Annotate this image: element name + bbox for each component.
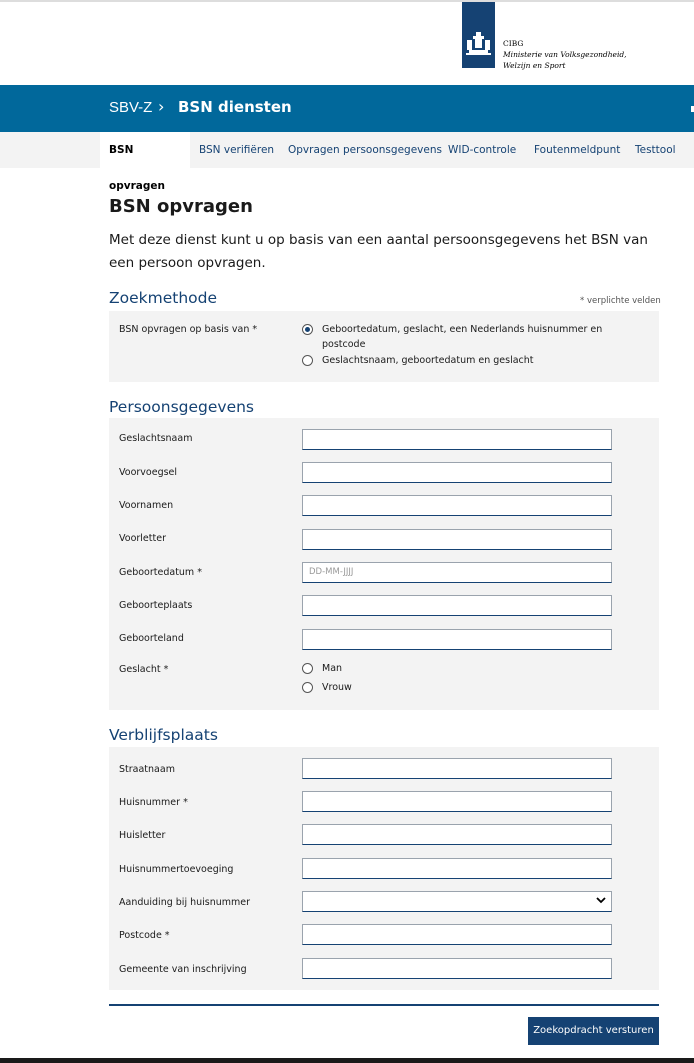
gemeente-input[interactable] xyxy=(302,958,612,979)
submit-button[interactable]: Zoekopdracht versturen xyxy=(528,1017,659,1045)
app-name-link[interactable]: SBV-Z xyxy=(109,99,153,116)
field-label: Huisnummertoevoeging xyxy=(119,864,234,875)
form-divider xyxy=(109,1004,659,1006)
tab-testtool[interactable]: Testtool xyxy=(635,144,676,156)
zoekmethode-title: Zoekmethode xyxy=(109,289,218,307)
verblijfsplaats-title: Verblijfsplaats xyxy=(109,726,218,744)
field-label: Aanduiding bij huisnummer xyxy=(119,897,251,908)
huisnummer-input[interactable] xyxy=(302,791,612,812)
field-label: Geslachtsnaam xyxy=(119,433,193,444)
field-label: Gemeente van inschrijving xyxy=(119,964,247,975)
tab-bsn-opvragen[interactable]: BSN opvragen xyxy=(100,132,190,168)
geboorteplaats-input[interactable] xyxy=(302,595,612,616)
radio-button[interactable] xyxy=(302,355,313,366)
geslachtsnaam-input[interactable] xyxy=(302,429,612,450)
chevron-right-icon: › xyxy=(158,97,165,116)
radio-button[interactable] xyxy=(302,682,313,693)
zoekmethode-option-1[interactable] xyxy=(302,322,622,352)
tab-opvragen-persoonsgegevens[interactable]: Opvragen persoonsgegevens xyxy=(288,144,442,156)
field-label: Geboorteplaats xyxy=(119,600,193,611)
persoonsgegevens-panel xyxy=(109,418,659,710)
zoekmethode-option-2[interactable] xyxy=(302,353,622,368)
tab-bsn-verifieren[interactable]: BSN verifiëren xyxy=(199,144,275,156)
geslacht-label: Geslacht * xyxy=(119,664,169,675)
page-intro: Met deze dienst kunt u op basis van een aantal persoonsgegevens het BSN van een persoon opvragen. xyxy=(109,232,648,271)
geslacht-option-vrouw[interactable] xyxy=(302,680,352,695)
persoonsgegevens-title: Persoonsgegevens xyxy=(109,398,255,416)
field-label: Straatnaam xyxy=(119,764,175,775)
geboorteland-input[interactable] xyxy=(302,629,612,650)
radio-button-checked[interactable] xyxy=(302,324,313,335)
page-title: BSN opvragen xyxy=(109,196,253,217)
ministry-line-2: Welzijn en Sport xyxy=(503,61,566,70)
field-label: Huisletter xyxy=(119,830,166,841)
geslacht-man-label: Man xyxy=(322,663,343,674)
geslacht-vrouw-label: Vrouw xyxy=(322,682,352,693)
field-label: Voorletter xyxy=(119,533,166,544)
verblijfsplaats-panel xyxy=(109,747,659,990)
field-label: Voorvoegsel xyxy=(119,467,178,478)
voorvoegsel-input[interactable] xyxy=(302,462,612,483)
voorletter-input[interactable] xyxy=(302,529,612,550)
huisletter-input[interactable] xyxy=(302,824,612,845)
footer-bar xyxy=(0,1058,694,1063)
rijksoverheid-logo xyxy=(462,2,495,68)
field-label: Postcode * xyxy=(119,930,170,941)
field-label: Voornamen xyxy=(119,500,174,511)
ministry-line-1: Ministerie van Volksgezondheid, xyxy=(503,50,627,59)
straatnaam-input[interactable] xyxy=(302,758,612,779)
tab-bar xyxy=(0,132,694,192)
org-name: CIBG xyxy=(503,39,524,48)
radio-button[interactable] xyxy=(302,663,313,674)
field-label: Huisnummer * xyxy=(119,797,188,808)
zoekmethode-label: BSN opvragen op basis van * xyxy=(119,324,258,335)
geslacht-option-man[interactable] xyxy=(302,661,342,676)
section-title: BSN diensten xyxy=(178,98,292,116)
field-label: Geboorteland xyxy=(119,633,184,644)
aanduiding-select[interactable] xyxy=(302,891,612,912)
huisnummertoevoeging-input[interactable] xyxy=(302,858,612,879)
postcode-input[interactable] xyxy=(302,924,612,945)
zoekmethode-option-2-label: Geslachtsnaam, geboortedatum en geslacht xyxy=(322,355,534,366)
zoekmethode-panel xyxy=(109,311,659,382)
tab-foutenmeldpunt[interactable]: Foutenmeldpunt xyxy=(534,144,621,156)
voornamen-input[interactable] xyxy=(302,495,612,516)
geboortedatum-input[interactable]: DD-MM-JJJJ xyxy=(302,562,612,583)
header-bar xyxy=(0,85,694,132)
chevron-down-icon xyxy=(596,895,606,908)
top-border xyxy=(0,0,694,2)
ministry-logo-text xyxy=(503,38,627,71)
field-label: Geboortedatum * xyxy=(119,567,202,578)
zoekmethode-option-1-label: Geboortedatum, geslacht, een Nederlands huisnummer en postcode xyxy=(322,324,603,350)
tab-wid-controle[interactable]: WID-controle xyxy=(448,144,517,156)
required-fields-note: * verplichte velden xyxy=(580,296,661,306)
